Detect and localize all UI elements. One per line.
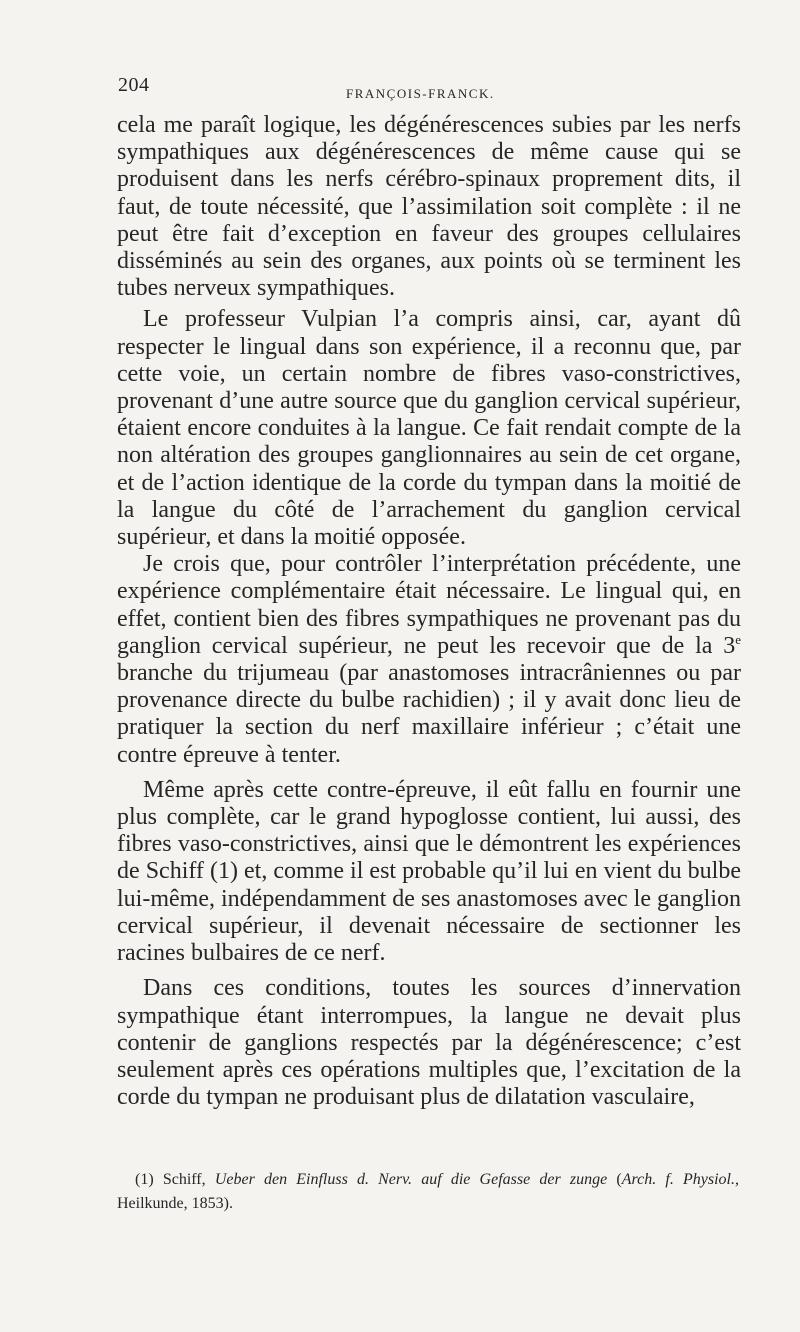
paragraph-vulpian: Le professeur Vulpian l’a compris ainsi, car, ayant dû respecter le lingual dans son expérience, il a reconnu que, par cette voie, un certain nombre de fibres vaso-constrictives, provenant d’une autre source que du ganglion cervical supérieur, étaient encore conduites à la langue. Ce fait rendait compte de la non altération des groupes ganglionnaires au sein de cet organe, et de l’action identique de la corde du tympan dans la moitié de la langue du côté de l’arrachement du ganglion cervical supérieur, et dans la moitié opposée.	[117, 306, 741, 551]
footnote-rest: , Heilkunde, 1853).	[117, 1171, 740, 1212]
paragraph-lingual-text-b: branche du trijumeau (par anastomoses intracrâniennes ou par provenance directe du bulbe rachidien) ; il y avait donc lieu de pratiquer la section du nerf maxillaire inférieur ; c’était une contre épreuve à tenter.	[117, 660, 741, 768]
paragraph-hypoglosse: Même après cette contre-épreuve, il eût fallu en fournir une plus complète, car le grand hypoglosse contient, lui aussi, des fibres vaso-constrictives, ainsi que le démontrent les expériences de Schiff (1) et, comme il est probable qu’il lui en vient du bulbe lui-même, indépendamment de ses anastomoses avec le ganglion cervical supérieur, il devenait nécessaire de sectionner les racines bulbaires de ce nerf.	[117, 776, 741, 967]
page-number: 204	[118, 74, 150, 96]
footnote-journal: Arch. f. Physiol.	[621, 1171, 736, 1188]
footnote-title: Ueber den Einfluss d. Nerv. auf die Gefasse der zunge	[214, 1171, 608, 1188]
paragraph-lingual-text-a: Je crois que, pour contrôler l’interprétation précédente, une expérience complémentaire était nécessaire. Le lingual qui, en effet, contient bien des fibres sympathiques ne provenant pas du ganglion cervical supérieur, ne peut les recevoir que de la 3	[117, 551, 741, 659]
ordinal-superscript: e	[735, 631, 741, 647]
paragraph-lingual	[117, 551, 741, 769]
footnote-marker: (1) Schiff,	[135, 1171, 206, 1188]
body-text	[117, 112, 741, 1111]
footnote	[117, 1168, 739, 1216]
paragraph-continuation: cela me paraît logique, les dégénérescences subies par les nerfs sympathiques aux dégénérescences de même cause qui se produisent dans les nerfs cérébro-spinaux proprement dits, il faut, de toute nécessité, que l’assimilation soit complète : il ne peut être fait d’exception en faveur des groupes cellulaires disséminés au sein des organes, aux points où se terminent les tubes nerveux sympathiques.	[117, 112, 741, 302]
running-head: FRANÇOIS-FRANCK.	[346, 86, 495, 101]
footnote-paren: (	[616, 1171, 622, 1188]
paragraph-conditions: Dans ces conditions, toutes les sources d’innervation sympathique étant interrompues, la langue ne devait plus contenir de ganglions respectés par la dégénérescence; c’est seulement après ces opérations multiples que, l’excitation de la corde du tympan ne produisant plus de dilatation vasculaire,	[117, 975, 741, 1111]
